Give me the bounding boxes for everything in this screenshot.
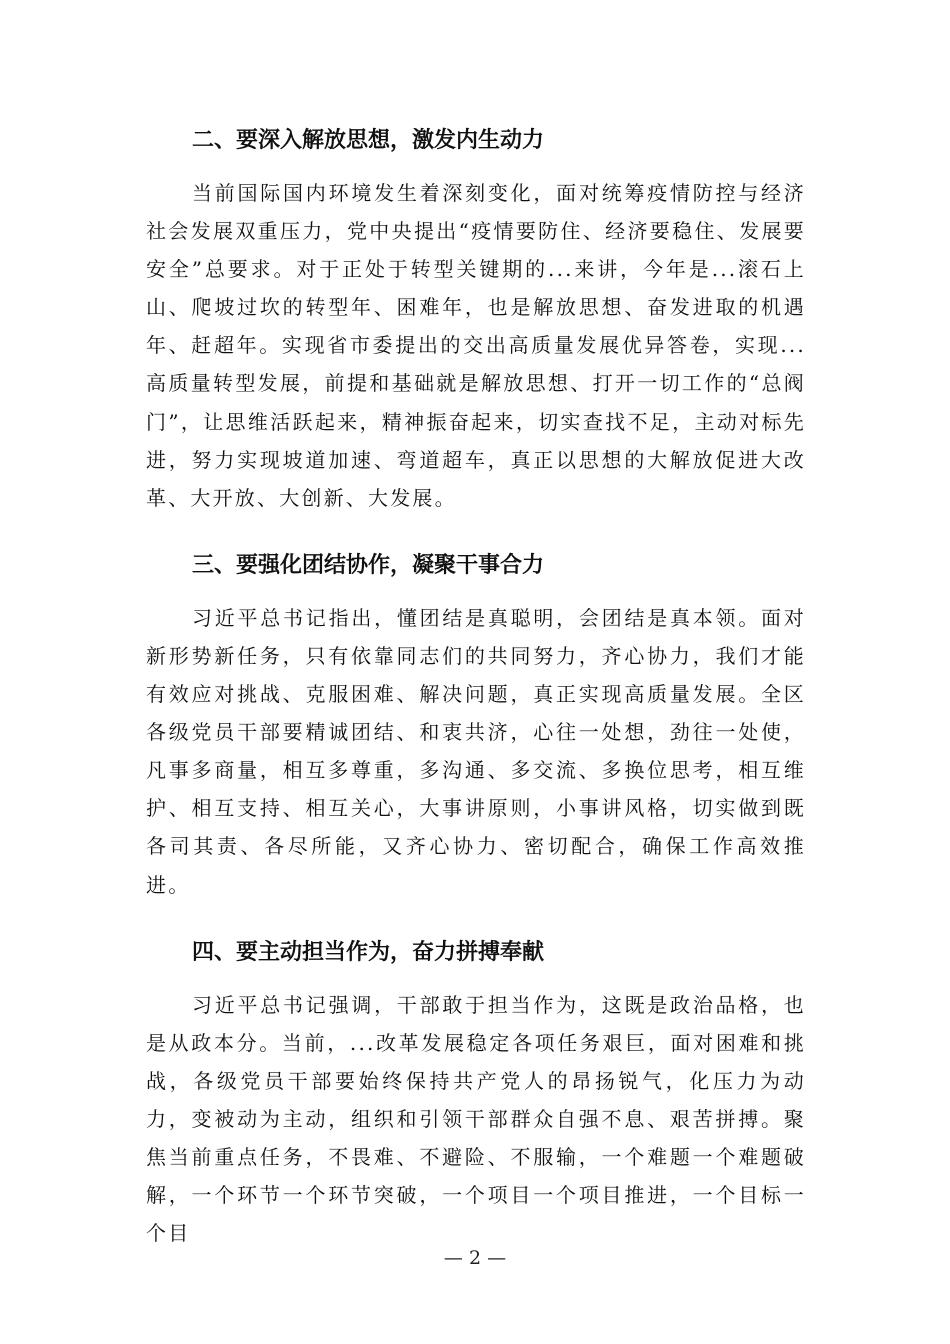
section-paragraph-2: 当前国际国内环境发生着深刻变化，面对统筹疫情防控与经济社会发展双重压力，党中央提出“疫情要防住、经济要稳住、发展要安全”总要求。对于正处于转型关键期的...来讲，今年是...滚石上山、爬坡过坎的转型年、困难年，也是解放思想、奋发进取的机遇年、赶超年。实现省市委提出的交出高质量发展优异答卷，实现...高质量转型发展，前提和基础就是解放思想、打开一切工作的“总阀门”，让思维活跃起来，精神振奋起来，切实查找不足，主动对标先进，努力实现坡道加速、弯道超车，真正以思想的大解放促进大改革、大开放、大创新、大发展。 bbox=[146, 181, 806, 510]
section-paragraph-4: 习近平总书记强调，干部敢于担当作为，这既是政治品格，也是从政本分。当前，...改革发展稳定各项任务艰巨，面对困难和挑战，各级党员干部要始终保持共产党人的昂扬锐气，化压力为动力，变被动为主动，组织和引领干部群众自强不息、艰苦拼搏。聚焦当前重点任务，不畏难、不避险、不服输，一个难题一个难题破解，一个环节一个环节突破，一个项目一个项目推进，一个目标一个目 bbox=[146, 992, 806, 1246]
section-paragraph-3: 习近平总书记指出，懂团结是真聪明，会团结是真本领。面对新形势新任务，只有依靠同志们的共同努力，齐心协力，我们才能有效应对挑战、克服困难、解决问题，真正实现高质量发展。全区各级党员干部要精诚团结、和衷共济，心往一处想，劲往一处使，凡事多商量，相互多尊重，多沟通、多交流、多换位思考，相互维护、相互支持、相互关心，大事讲原则，小事讲风格，切实做到既各司其责、各尽所能，又齐心协力、密切配合，确保工作高效推进。 bbox=[146, 605, 806, 897]
section-heading-4: 四、要主动担当作为，奋力拼搏奉献 bbox=[192, 939, 545, 965]
section-heading-3: 三、要强化团结协作，凝聚干事合力 bbox=[192, 552, 545, 578]
section-heading-2: 二、要深入解放思想，激发内生动力 bbox=[192, 128, 545, 153]
document-body bbox=[146, 118, 806, 1278]
page-number: — 2 — bbox=[443, 1247, 507, 1269]
